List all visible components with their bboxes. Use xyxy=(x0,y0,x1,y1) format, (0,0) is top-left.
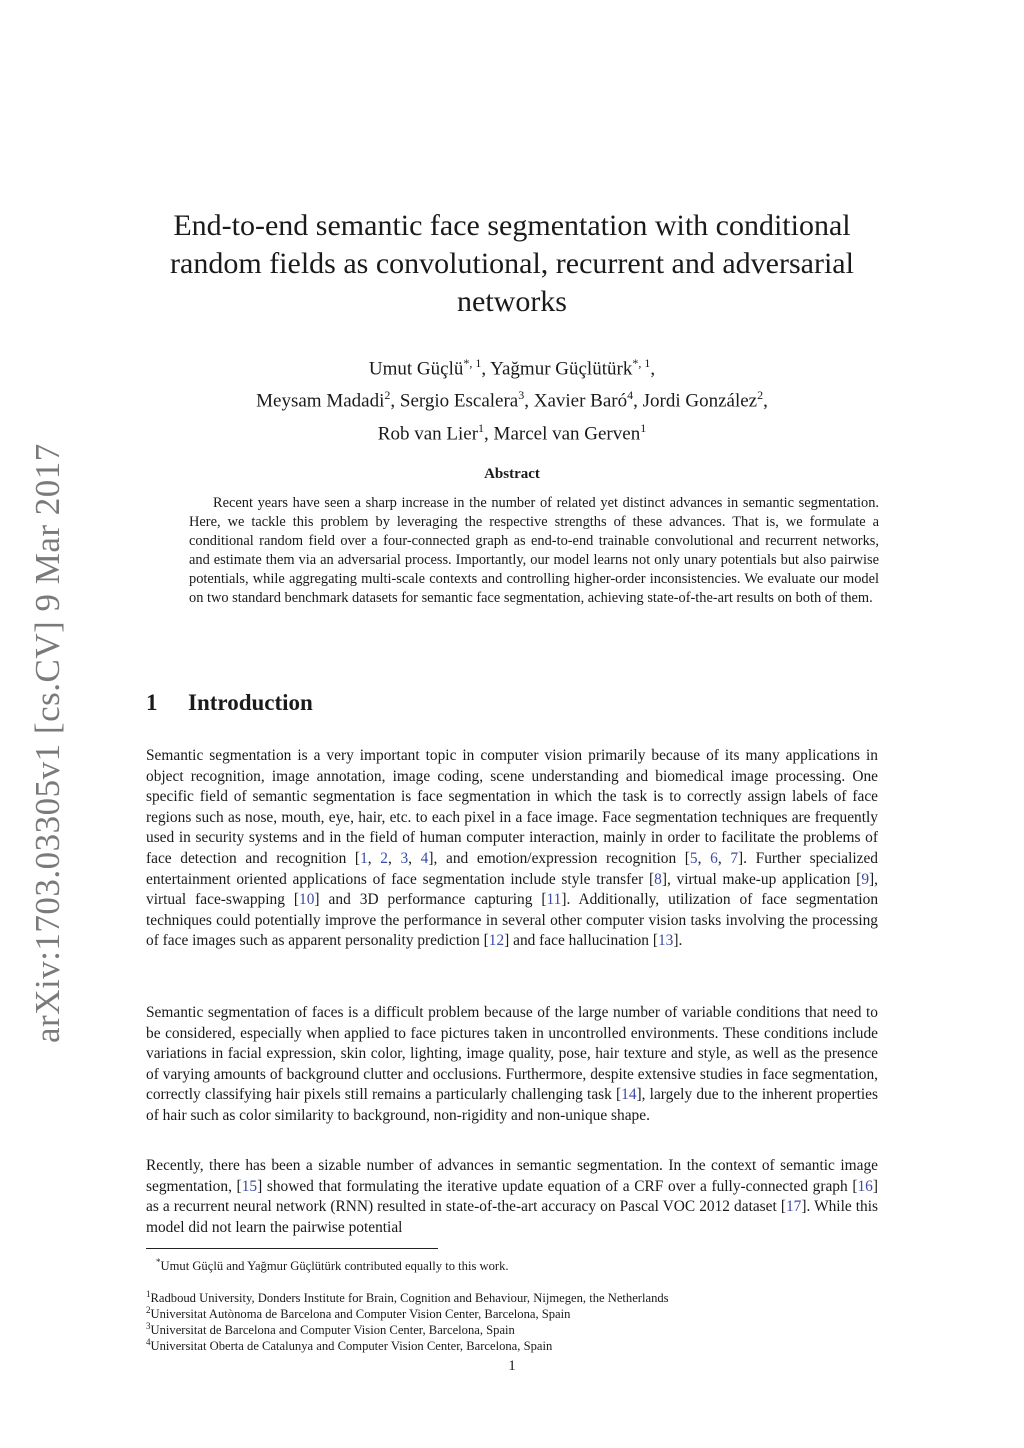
citation-link[interactable]: 10 xyxy=(299,891,315,909)
author-name: Marcel van Gerven xyxy=(493,422,641,444)
text-run: ]. xyxy=(673,932,683,950)
author-line: Umut Güçlü$^{*, 1}$, Yağmur Güçlütürk$^{*, 1}$, xyxy=(368,356,656,380)
text-run: ] and 3D performance capturing [ xyxy=(314,891,547,909)
affiliation-mark: *, 1 xyxy=(632,356,651,370)
footnote-divider xyxy=(146,1248,438,1249)
section-number: 1 xyxy=(146,690,158,715)
footnote-text: Radboud University, Donders Institute for Brain, Cognition and Behaviour, Nijmegen, the Netherlands xyxy=(150,1291,669,1306)
citation-link[interactable]: 2 xyxy=(380,849,388,867)
citation-link[interactable]: 11 xyxy=(546,891,562,909)
affiliation-mark: 3 xyxy=(518,388,525,403)
footnote-mark: * xyxy=(156,1257,161,1267)
author-name: Meysam Madadi xyxy=(256,390,385,412)
citation-link[interactable]: 12 xyxy=(488,932,505,950)
affiliation-mark: 1 xyxy=(640,420,647,435)
affiliation-mark: 2 xyxy=(757,388,764,403)
footnote-text: Umut Güçlü and Yağmur Güçlütürk contributed equally to this work. xyxy=(160,1259,509,1274)
author-name: Umut Güçlü xyxy=(368,358,464,380)
text-run: ] showed that formulating the iterative update equation of a CRF over a fully-connected graph [ xyxy=(257,1177,858,1195)
author-name: Sergio Escalera xyxy=(399,390,519,412)
author-name: Jordi González xyxy=(642,390,758,412)
text-run: ] as a recurrent neural network (RNN) resulted in state-of-the-art accuracy on Pascal VOC 2012 dataset [ xyxy=(146,1177,878,1216)
author-name: Rob van Lier xyxy=(377,422,479,444)
affiliation-mark: *, 1 xyxy=(463,356,482,370)
citation-link[interactable]: 1 xyxy=(360,849,368,867)
section-title: Introduction xyxy=(188,690,313,715)
intro-paragraph-1: Semantic segmentation is a very important topic in computer vision primarily because of its many applications in object recognition, image annotation, image coding, scene understanding and biomedical image processing. One specific field of semantic segmentation is face segmentation in which the task is to correctly assign labels of face regions such as nose, mouth, eye, hair, etc. to each pixel in a face image. Face segmentation techniques are frequently used in security systems and in the field of human computer interaction, mainly in order to facilitate the problems of face detection and recognition [1, 2, 3, 4], and emotion/expression recognition [5, 6, 7]. Further specialized entertainment oriented applications of face segmentation include style transfer [8], virtual make-up application [9], virtual face-swapping [10] and 3D performance capturing [11]. Additionally, utilization of face segmentation techniques could potentially improve the performance in several other computer vision tasks involving the processing of face images such as apparent personality prediction [12] and face hallucination [13]. xyxy=(146,747,879,950)
citation-link[interactable]: 16 xyxy=(857,1177,873,1195)
footnote-equal-contribution xyxy=(156,1254,888,1274)
footnote-mark: 1 xyxy=(146,1289,151,1299)
abstract-heading: Abstract xyxy=(484,466,540,482)
affiliation-mark: 2 xyxy=(384,388,391,403)
citation-link[interactable]: 5 xyxy=(689,849,698,867)
text-run: ], virtual make-up application [ xyxy=(661,870,862,888)
citation-link[interactable]: 8 xyxy=(654,870,662,888)
footnote-text: Universitat Autònoma de Barcelona and Computer Vision Center, Barcelona, Spain xyxy=(150,1307,571,1322)
citation-link[interactable]: 17 xyxy=(785,1198,802,1216)
footnote-text: Universitat de Barcelona and Computer Vision Center, Barcelona, Spain xyxy=(150,1323,515,1338)
title-line: random fields as convolutional, recurrent and adversarial xyxy=(170,247,854,280)
footnote-affiliation xyxy=(146,1334,878,1354)
text-run: ] and face hallucination [ xyxy=(504,932,658,950)
footnote-text: Universitat Oberta de Catalunya and Computer Vision Center, Barcelona, Spain xyxy=(150,1339,553,1354)
citation-link[interactable]: 6 xyxy=(710,849,718,867)
footnote-mark: 3 xyxy=(146,1321,151,1331)
citation-link[interactable]: 13 xyxy=(657,932,674,950)
citation-link[interactable]: 14 xyxy=(621,1086,637,1104)
text-run: ], and emotion/expression recognition [ xyxy=(428,849,690,867)
arxiv-stamp: arXiv:1703.03305v1 [cs.CV] 9 Mar 2017 xyxy=(28,443,67,1043)
citation-link[interactable]: 4 xyxy=(420,849,429,867)
text-run: Recently, there has been a sizable number of advances in semantic segmentation. In the context of semantic image segmentation, [ xyxy=(146,1157,878,1195)
text-run: ]. Further specialized entertainment oriented applications of face segmentation include style transfer [ xyxy=(146,849,878,888)
text-run: Semantic segmentation is a very important topic in computer vision primarily because of its many applications in object recognition, image annotation, image coding, scene understanding and biomedical image processing. One specific field of semantic segmentation is face segmentation in which the task is to correctly assign labels of face regions such as nose, mouth, eye, hair, etc. to each pixel in a face image. Face segmentation techniques are frequently used in security systems and in the field of human computer interaction, mainly in order to facilitate the problems of face detection and recognition [ xyxy=(146,747,878,867)
author-line: Rob van Lier$^1$, Marcel van Gerven$^1$ xyxy=(377,420,647,444)
intro-paragraph-2 xyxy=(146,1003,878,1127)
footnote-mark: 4 xyxy=(146,1337,151,1347)
title-line: networks xyxy=(457,285,567,318)
author-name: Yağmur Güçlütürk xyxy=(490,358,633,380)
footnote-mark: 2 xyxy=(146,1305,151,1315)
author-name: Xavier Baró xyxy=(533,390,628,412)
text-run: ], largely due to the inherent properties of hair such as color similarity to background, non-rigidity and non-unique shape. xyxy=(146,1086,878,1124)
intro-paragraph-3 xyxy=(146,1156,878,1238)
affiliation-mark: 4 xyxy=(627,388,634,403)
citation-link[interactable]: 15 xyxy=(241,1177,258,1195)
page-number: 1 xyxy=(508,1358,516,1374)
section-heading xyxy=(146,690,313,716)
author-list xyxy=(146,350,878,447)
text-run: ]. Additionally, utilization of face segmentation techniques could potentially improve the performance in several other computer vision tasks involving the processing of face images such as apparent personality prediction [ xyxy=(146,891,879,950)
paper-title xyxy=(146,207,878,321)
title-line: End-to-end semantic face segmentation with conditional xyxy=(173,209,851,242)
text-run: Semantic segmentation of faces is a difficult problem because of the large number of variable conditions that need to be considered, especially when applied to face pictures taken in uncontrolled environments. These conditions include variations in facial expression, skin color, lighting, image quality, pose, hair texture and style, as well as the presence of varying amounts of background clutter and occlusions. Furthermore, despite extensive studies in face segmentation, correctly classifying hair pixels still remains a particularly challenging task [ xyxy=(146,1004,878,1104)
abstract-text: Recent years have seen a sharp increase in the number of related yet distinct advances in semantic segmentation. Here, we tackle this problem by leveraging the respective strengths of these advances. That is, we formulate a conditional random field over a four-connected graph as end-to-end trainable convolutional and recurrent networks, and estimate them via an adversarial process. Importantly, our model learns not only unary potentials but also pairwise potentials, while aggregating multi-scale contexts and controlling higher-order inconsistencies. We evaluate our model on two standard benchmark datasets for semantic face segmentation, achieving state-of-the-art results on both of them. xyxy=(189,495,879,607)
text-run: ], virtual face-swapping [ xyxy=(146,870,878,909)
citation-link[interactable]: 7 xyxy=(730,849,739,867)
citation-link[interactable]: 9 xyxy=(861,870,870,888)
text-run: ]. While this model did not learn the pairwise potential xyxy=(146,1198,878,1236)
affiliation-mark: 1 xyxy=(478,420,485,435)
citation-link[interactable]: 3 xyxy=(400,849,409,867)
author-line: Meysam Madadi$^2$, Sergio Escalera$^3$, Xavier Baró$^4$, Jordi González$^2$, xyxy=(256,388,768,412)
